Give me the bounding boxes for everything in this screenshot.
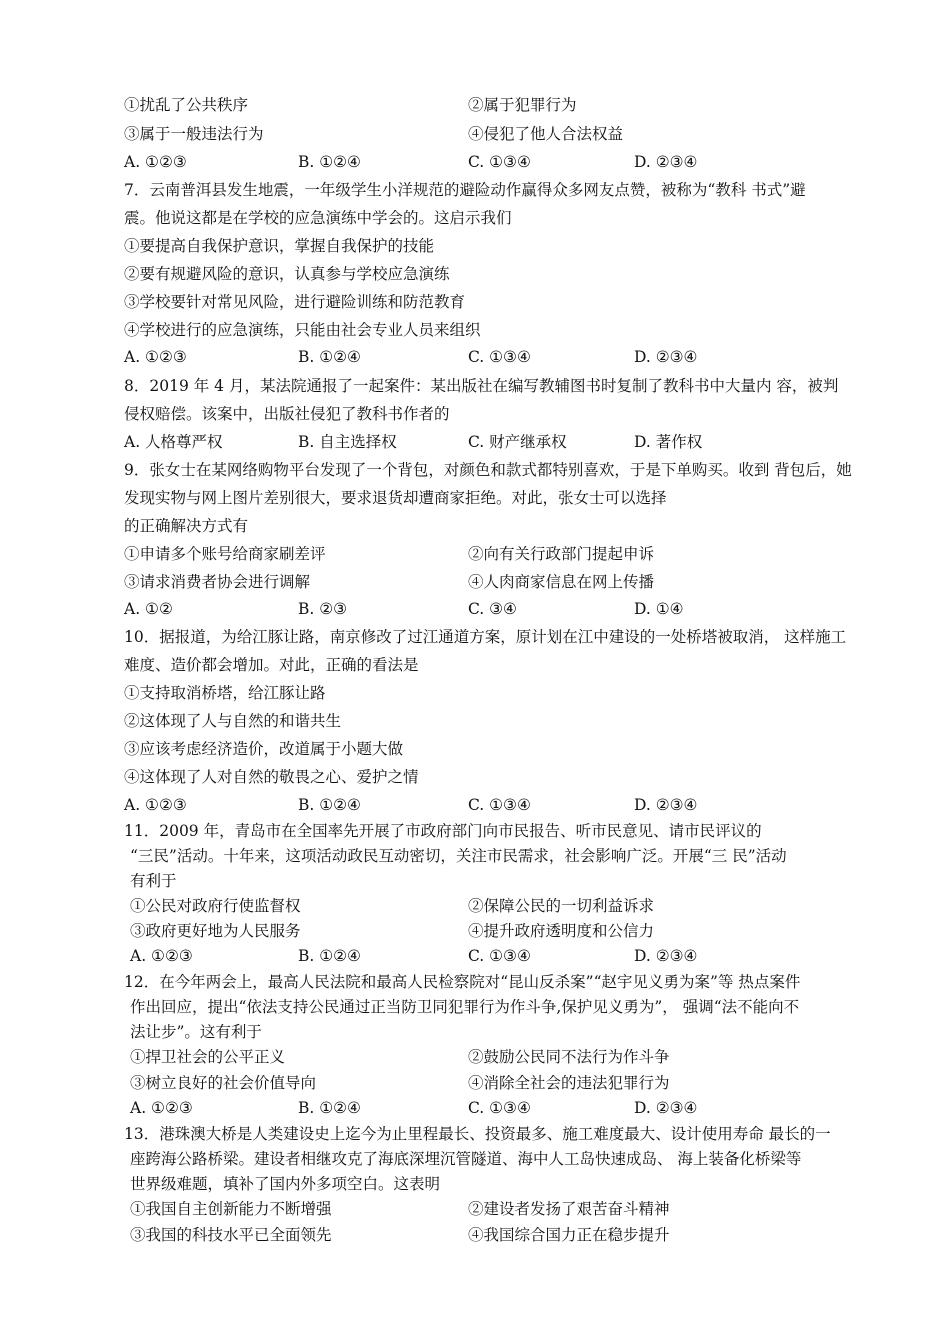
q9-choice-d: D. ①④ <box>634 600 684 618</box>
q10-option-2: ②这体现了人与自然的和谐共生 <box>124 712 342 730</box>
q11-option-3: ③政府更好地为人民服务 <box>130 922 301 940</box>
q10-choice-a: A. ①②③ <box>124 796 187 814</box>
q12-stem-line-1: 12．在今年两会上，最高人民法院和最高人民检察院对“昆山反杀案”“赵宇见义勇为案”等 热点案件 <box>124 973 801 991</box>
q13-stem-line-1: 13．港珠澳大桥是人类建设史上迄今为止里程最长、投资最多、施工难度最大、设计使用寿命 最长的一 <box>124 1125 831 1143</box>
q7-choice-b: B. ①②④ <box>298 348 361 366</box>
q7-option-3: ③学校要针对常见风险，进行避险训练和防范教育 <box>124 293 466 311</box>
q7-stem-line-2: 震。他说这都是在学校的应急演练中学会的。这启示我们 <box>124 209 512 227</box>
q9-option-1: ①申请多个账号给商家刷差评 <box>124 545 326 563</box>
q11-option-1: ①公民对政府行使监督权 <box>130 897 301 915</box>
q10-choice-d: D. ②③④ <box>634 796 698 814</box>
q11-stem-line-3: 有利于 <box>130 872 177 890</box>
q13-stem-line-3: 世界级难题，填补了国内外多项空白。这表明 <box>130 1175 441 1193</box>
q12-choice-c: C. ①③④ <box>468 1099 531 1117</box>
q11-choice-a: A. ①②③ <box>130 947 193 965</box>
q8-stem-line-1: 8．2019 年 4 月，某法院通报了一起案件：某出版社在编写教辅图书时复制了教科书中大量内 容，被判 <box>124 377 839 395</box>
q10-option-1: ①支持取消桥塔，给江豚让路 <box>124 684 326 702</box>
q11-choice-b: B. ①②④ <box>298 947 361 965</box>
q13-option-1: ①我国自主创新能力不断增强 <box>130 1200 332 1218</box>
q10-choice-c: C. ①③④ <box>468 796 531 814</box>
q12-stem-line-3: 法让步”。这有利于 <box>130 1023 262 1041</box>
q8-choice-d: D. 著作权 <box>634 433 703 451</box>
q8-choice-a: A. 人格尊严权 <box>124 433 223 451</box>
q9-option-2: ②向有关行政部门提起申诉 <box>468 545 655 563</box>
q10-stem-line-2: 难度、造价都会增加。对此，正确的看法是 <box>124 656 419 674</box>
q9-stem-line-1: 9．张女士在某网络购物平台发现了一个背包，对颜色和款式都特别喜欢，于是下单购买。收到 背包后，她 <box>124 461 852 479</box>
q6-choice-b: B. ①②④ <box>298 153 361 171</box>
q9-choice-b: B. ②③ <box>298 600 348 618</box>
q12-option-2: ②鼓励公民同不法行为作斗争 <box>468 1048 670 1066</box>
q7-option-2: ②要有规避风险的意识，认真参与学校应急演练 <box>124 265 450 283</box>
q7-choice-d: D. ②③④ <box>634 348 698 366</box>
q12-stem-line-2: 作出回应，提出“依法支持公民通过正当防卫同犯罪行为作斗争,保护见义勇为”， 强调“法不能向不 <box>130 998 800 1016</box>
q7-choice-c: C. ①③④ <box>468 348 531 366</box>
q12-option-3: ③树立良好的社会价值导向 <box>130 1074 317 1092</box>
q8-stem-line-2: 侵权赔偿。该案中，出版社侵犯了教科书作者的 <box>124 405 450 423</box>
q11-stem-line-1: 11．2009 年，青岛市在全国率先开展了市政府部门向市民报告、听市民意见、请市民评议的 <box>124 822 762 840</box>
q11-stem-line-2: “三民”活动。十年来，这项活动政民互动密切，关注市民需求，社会影响广泛。开展“三 民”活动 <box>130 847 787 865</box>
q12-option-4: ④消除全社会的违法犯罪行为 <box>468 1074 670 1092</box>
q11-option-4: ④提升政府透明度和公信力 <box>468 922 655 940</box>
q9-option-4: ④人肉商家信息在网上传播 <box>468 573 655 591</box>
q6-choice-d: D. ②③④ <box>634 153 698 171</box>
q13-option-2: ②建设者发扬了艰苦奋斗精神 <box>468 1200 670 1218</box>
q11-choice-d: D. ②③④ <box>634 947 698 965</box>
q10-option-3: ③应该考虑经济造价，改道属于小题大做 <box>124 740 404 758</box>
q6-option-3: ③属于一般违法行为 <box>124 125 264 143</box>
q7-option-1: ①要提高自我保护意识，掌握自我保护的技能 <box>124 237 435 255</box>
q8-choice-c: C. 财产继承权 <box>468 433 567 451</box>
q7-option-4: ④学校进行的应急演练，只能由社会专业人员来组织 <box>124 321 481 339</box>
q6-option-1: ①扰乱了公共秩序 <box>124 96 249 114</box>
q12-choice-d: D. ②③④ <box>634 1099 698 1117</box>
q9-option-3: ③请求消费者协会进行调解 <box>124 573 311 591</box>
q11-option-2: ②保障公民的一切利益诉求 <box>468 897 655 915</box>
q12-option-1: ①捍卫社会的公平正义 <box>130 1048 286 1066</box>
q10-stem-line-1: 10．据报道，为给江豚让路，南京修改了过江通道方案，原计划在江中建设的一处桥塔被取消， 这样施工 <box>124 628 847 646</box>
q6-option-4: ④侵犯了他人合法权益 <box>468 125 624 143</box>
q10-option-4: ④这体现了人对自然的敬畏之心、爱护之情 <box>124 768 419 786</box>
q13-option-3: ③我国的科技水平已全面领先 <box>130 1226 332 1244</box>
q10-choice-b: B. ①②④ <box>298 796 361 814</box>
q8-choice-b: B. 自主选择权 <box>298 433 397 451</box>
q7-choice-a: A. ①②③ <box>124 348 187 366</box>
q12-choice-b: B. ①②④ <box>298 1099 361 1117</box>
q13-option-4: ④我国综合国力正在稳步提升 <box>468 1226 670 1244</box>
q12-choice-a: A. ①②③ <box>130 1099 193 1117</box>
q13-stem-line-2: 座跨海公路桥梁。建设者相继攻克了海底深埋沉管隧道、海中人工岛快速成岛、 海上装备化桥梁等 <box>130 1150 802 1168</box>
q9-choice-c: C. ③④ <box>468 600 517 618</box>
q9-stem-line-2: 发现实物与网上图片差别很大，要求退货却遭商家拒绝。对此，张女士可以选择 <box>124 489 667 507</box>
q6-choice-c: C. ①③④ <box>468 153 531 171</box>
q6-choice-a: A. ①②③ <box>124 153 187 171</box>
q9-stem-line-3: 的正确解决方式有 <box>124 517 249 535</box>
q11-choice-c: C. ①③④ <box>468 947 531 965</box>
q9-choice-a: A. ①② <box>124 600 173 618</box>
q6-option-2: ②属于犯罪行为 <box>468 96 577 114</box>
q7-stem-line-1: 7．云南普洱县发生地震，一年级学生小洋规范的避险动作赢得众多网友点赞，被称为“教科 书式”避 <box>124 181 806 199</box>
